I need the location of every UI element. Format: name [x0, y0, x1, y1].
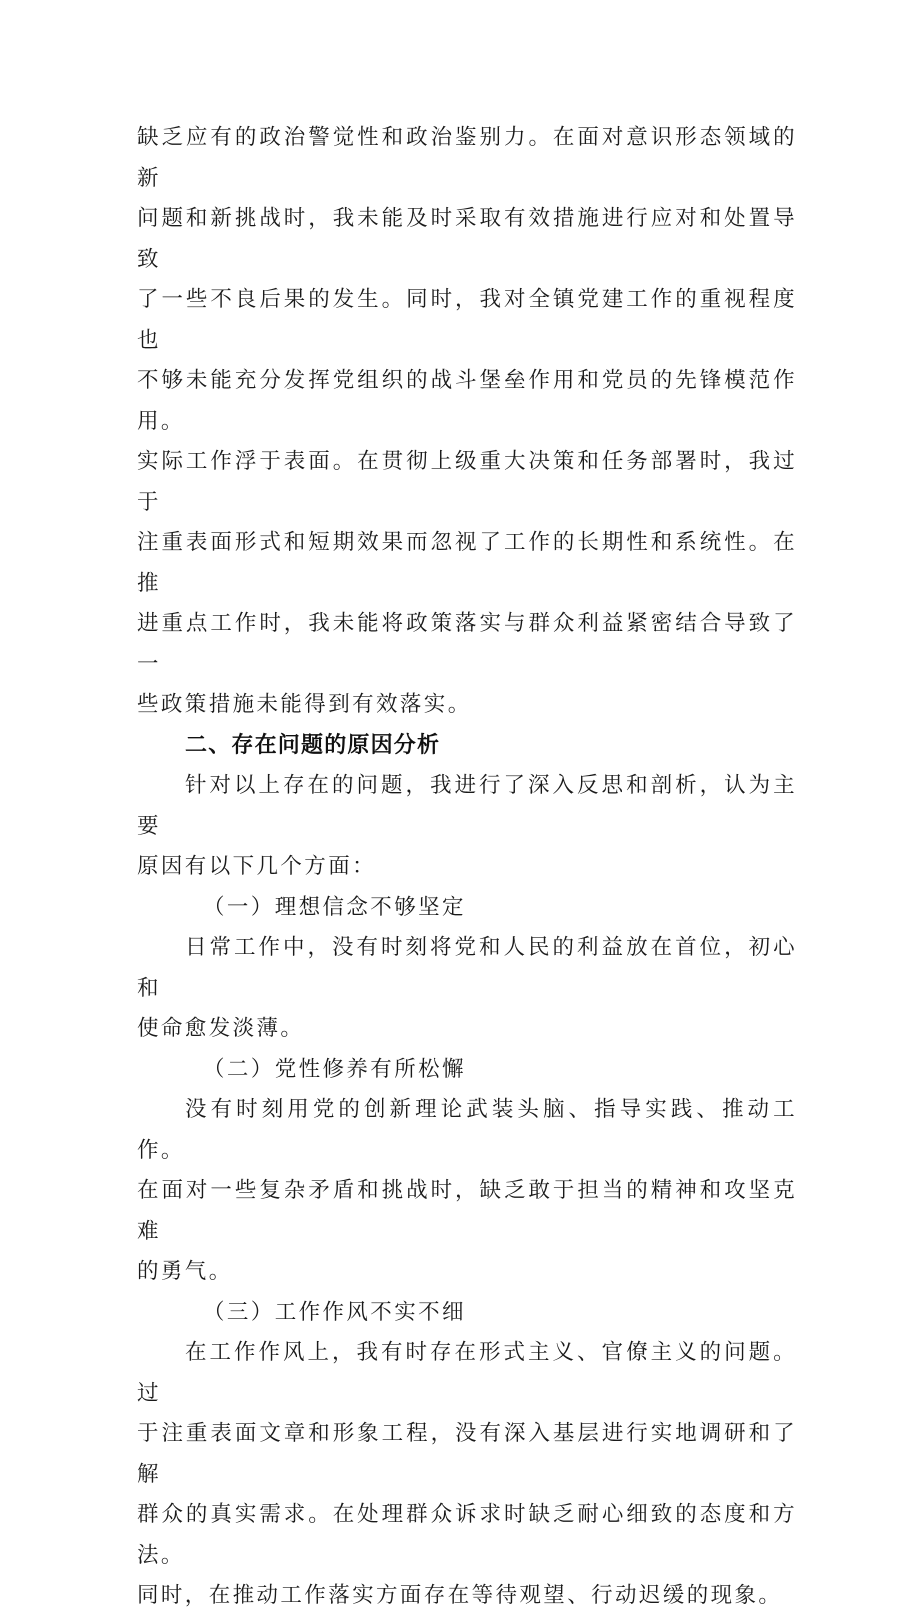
document-body: [137, 118, 797, 1617]
subsection-heading: （三）工作作风不实不细: [203, 1299, 466, 1325]
paragraph-line: 不够未能充分发挥党组织的战斗堡垒作用和党员的先锋模范作用。: [137, 368, 797, 434]
paragraph-line: 原因有以下几个方面：: [137, 854, 377, 879]
paragraph-line: 进重点工作时，我未能将政策落实与群众利益紧密结合导致了一: [137, 611, 797, 677]
subsection-heading: （二）党性修养有所松懈: [203, 1056, 466, 1082]
paragraph-line: 了一些不良后果的发生。同时，我对全镇党建工作的重视程度也: [137, 287, 797, 353]
paragraph-line: 日常工作中，没有时刻将党和人民的利益放在首位，初心和: [137, 935, 797, 1001]
paragraph-line: 在面对一些复杂矛盾和挑战时，缺乏敢于担当的精神和攻坚克难: [137, 1178, 797, 1244]
paragraph-line: 同时，在推动工作落实方面存在等待观望、行动迟缓的现象。: [137, 1583, 783, 1608]
paragraph-line: 没有时刻用党的创新理论武装头脑、指导实践、推动工作。: [137, 1097, 797, 1163]
paragraph-line: 在工作作风上，我有时存在形式主义、官僚主义的问题。过: [137, 1340, 797, 1406]
paragraph-line: 问题和新挑战时，我未能及时采取有效措施进行应对和处置导致: [137, 206, 797, 272]
section-heading: 二、存在问题的原因分析: [185, 732, 441, 758]
paragraph-line: 注重表面形式和短期效果而忽视了工作的长期性和系统性。在推: [137, 530, 797, 596]
subsection-heading: （一）理想信念不够坚定: [203, 894, 466, 920]
paragraph-line: 针对以上存在的问题，我进行了深入反思和剖析，认为主要: [137, 773, 797, 839]
paragraph-line: 些政策措施未能得到有效落实。: [137, 692, 472, 717]
paragraph-line: 的勇气。: [137, 1259, 233, 1284]
paragraph-line: 缺乏应有的政治警觉性和政治鉴别力。在面对意识形态领域的新: [137, 125, 797, 191]
paragraph-line: 实际工作浮于表面。在贯彻上级重大决策和任务部署时，我过于: [137, 449, 797, 515]
paragraph-line: 使命愈发淡薄。: [137, 1016, 305, 1041]
paragraph-line: 群众的真实需求。在处理群众诉求时缺乏耐心细致的态度和方法。: [137, 1502, 797, 1568]
paragraph-line: 于注重表面文章和形象工程，没有深入基层进行实地调研和了解: [137, 1421, 797, 1487]
